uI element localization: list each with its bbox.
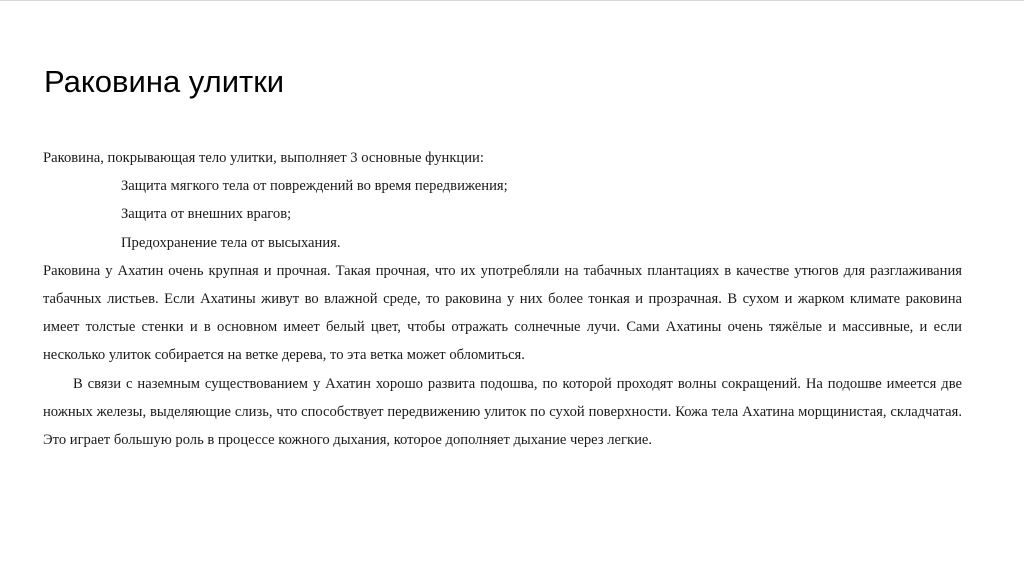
sole-paragraph: В связи с наземным существованием у Ахатин хорошо развита подошва, по которой проходят волны сокращений. На подошве имеется две ножных железы, выделяющие слизь, что способствует передвижению улиток по сухой поверхности. Кожа тела Ахатина морщинистая, складчатая. Это играет большую роль в процессе кожного дыхания, которое дополняет дыхание через легкие. [43,375,962,448]
intro-text: Раковина, покрывающая тело улитки, выполняет 3 основные функции: [43,150,484,166]
slide-title: Раковина улитки [44,64,285,99]
function-item: Защита мягкого тела от повреждений во время передвижения; [121,178,508,195]
function-item: Предохранение тела от высыхания. [121,234,341,251]
slide-body [43,144,962,454]
function-item: Защита от внешних врагов; [121,206,292,223]
shell-paragraph: Раковина у Ахатин очень крупная и прочная. Такая прочная, что их употребляли на табачных плантациях в качестве утюгов для разглаживания табачных листьев. Если Ахатины живут во влажной среде, то раковина у них более тонкая и прозрачная. В сухом и жарком климате раковина имеет толстые стенки и в основном имеет белый цвет, чтобы отражать солнечные лучи. Сами Ахатины очень тяжёлые и массивные, и если несколько улиток собирается на ветке дерева, то эта ветка может обломиться. [43,262,962,364]
